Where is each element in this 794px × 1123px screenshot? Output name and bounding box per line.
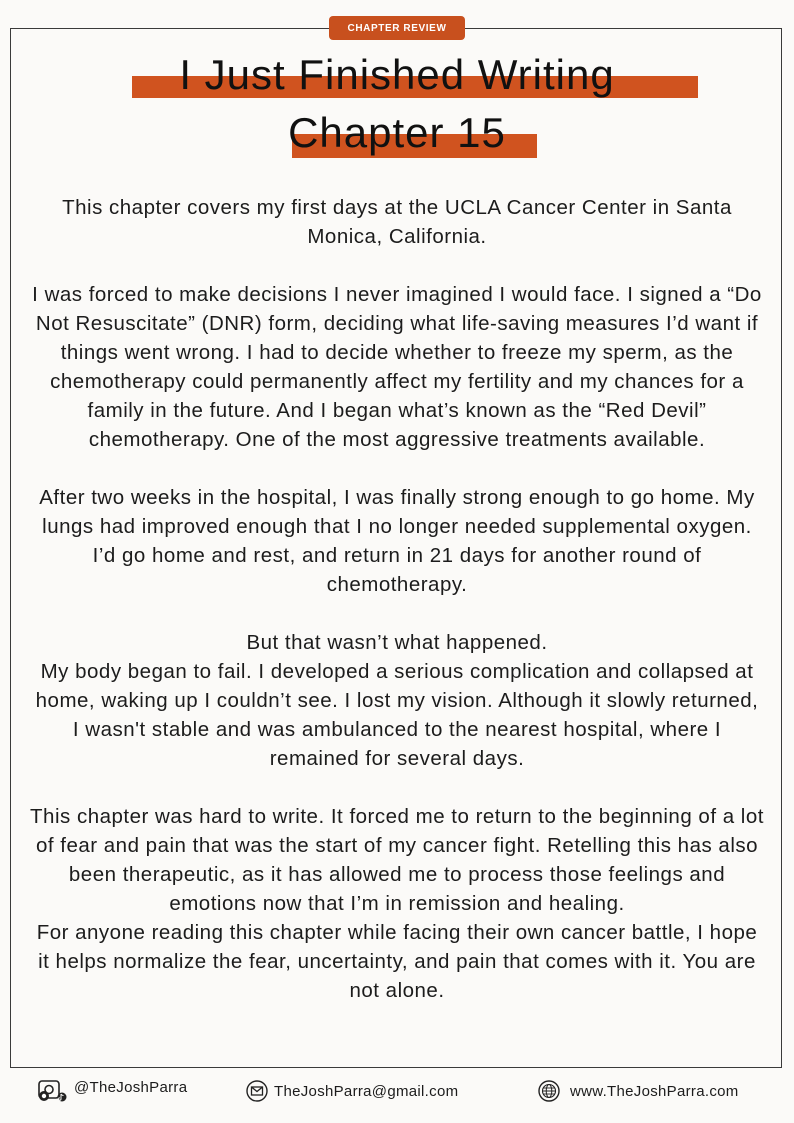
footer-social-handle: @TheJoshParra [74,1078,188,1096]
footer-email-text: TheJoshParra@gmail.com [274,1082,459,1100]
footer-email[interactable] [246,1079,458,1103]
page-title-line-2 [0,108,794,158]
paragraph-reflection: This chapter was hard to write. It forced me to return to the beginning of a lot of fear and pain that was the start of my cancer fight. Retelling this has also been therapeutic, as it has allowed me to process those feelings and emotions now that I’m in remission and healing. [30,805,764,915]
footer-website[interactable] [538,1079,739,1103]
paragraph-turn: But that wasn’t what happened. [246,631,548,654]
mail-icon [246,1080,268,1102]
title-line-2-text: Chapter 15 [288,109,506,156]
globe-icon [538,1080,560,1102]
paragraph-decisions: I was forced to make decisions I never imagined I would face. I signed a “Do Not Resuscitate” (DNR) form, deciding what life-saving measures I’d want if things went wrong. I had to decide whether to freeze my sperm, as the chemotherapy could permanently affect my fertility and my chances for a family in the future. And I began what’s known as the “Red Devil” chemotherapy. One of the most aggressive treatments available. [32,283,762,451]
title-line-1-text: I Just Finished Writing [179,51,615,98]
social-icons [38,1080,68,1102]
paragraph-intro: This chapter covers my first days at the UCLA Cancer Center in Santa Monica, California. [62,196,732,248]
paragraph-closing: For anyone reading this chapter while facing their own cancer battle, I hope it helps normalize the fear, uncertainty, and pain that comes with it. You are not alone. [36,921,758,1002]
chapter-review-badge: CHAPTER REVIEW [329,16,465,40]
footer-website-text: www.TheJoshParra.com [570,1082,739,1100]
paragraph-complication: My body began to fail. I developed a serious complication and collapsed at home, waking up I couldn’t see. I lost my vision. Although it slowly returned, I wasn't stable and was ambulanced to the nearest hospital, where I remained for several days. [35,660,759,770]
footer-social[interactable] [38,1079,187,1103]
review-body [30,193,764,1005]
page-title-line-1 [0,50,794,100]
paragraph-going-home: After two weeks in the hospital, I was finally strong enough to go home. My lungs had improved enough that I no longer needed supplemental oxygen. I’d go home and rest, and return in 21 days for another round of chemotherapy. [39,486,755,596]
